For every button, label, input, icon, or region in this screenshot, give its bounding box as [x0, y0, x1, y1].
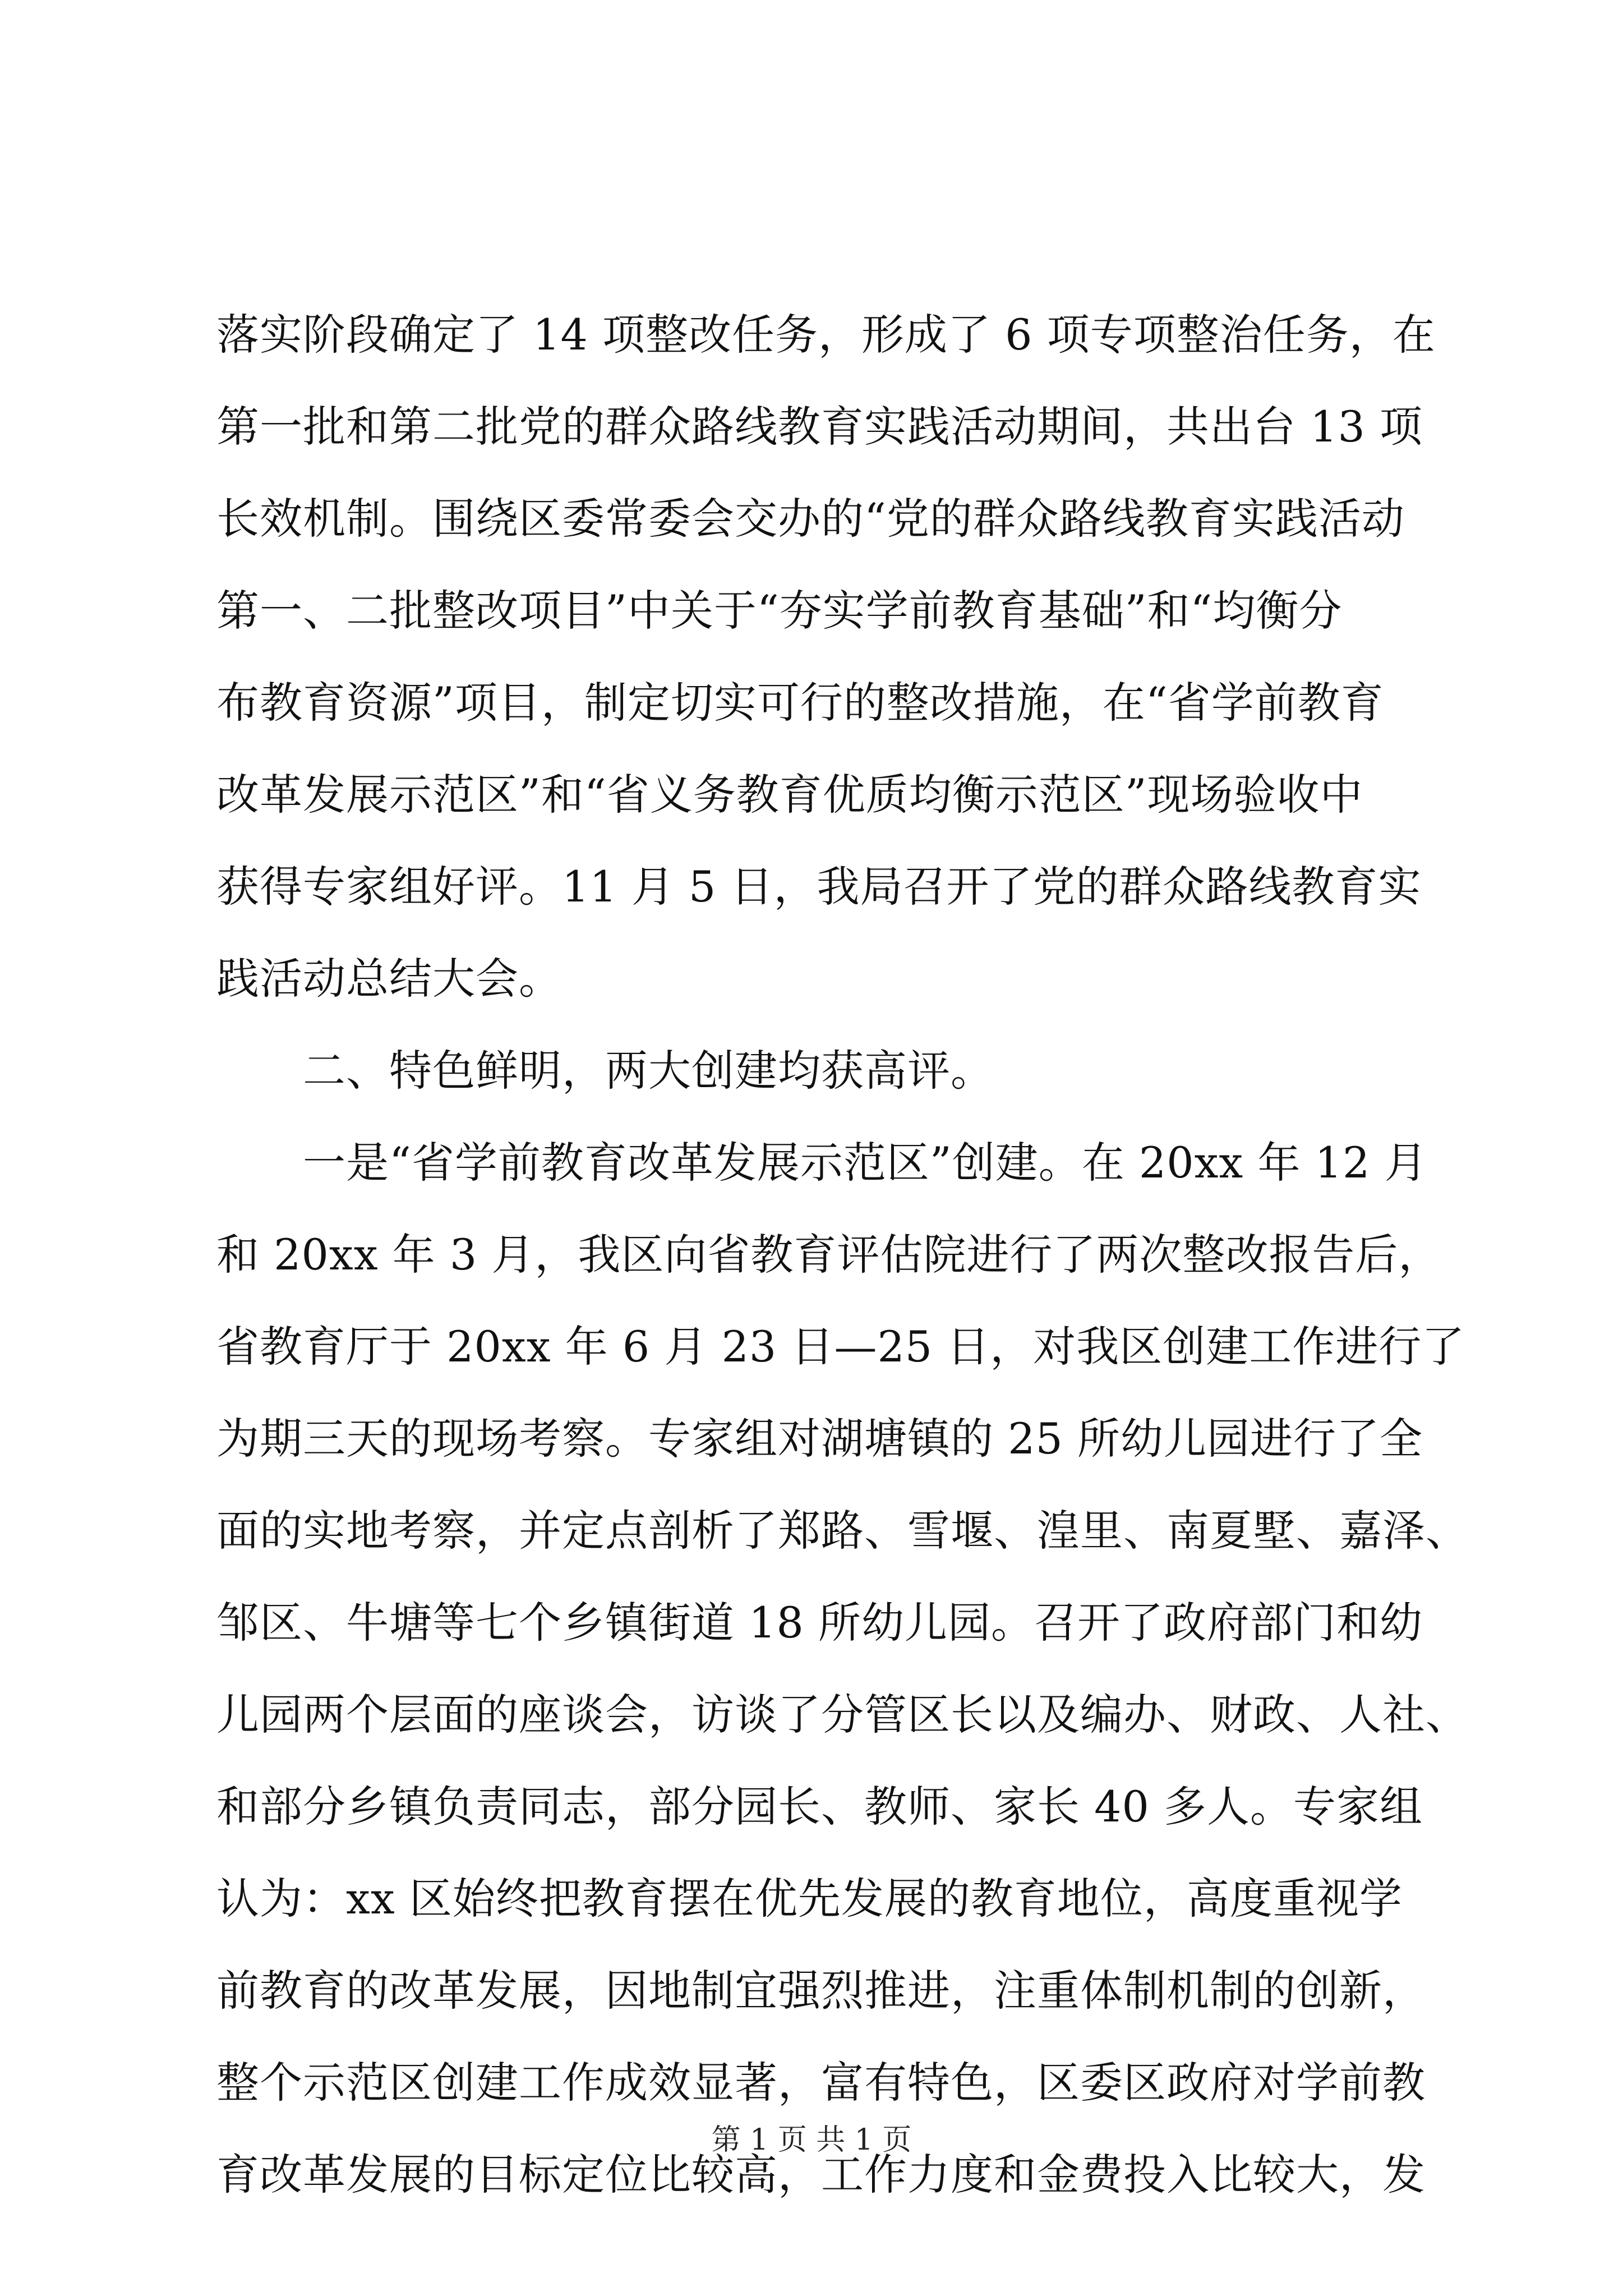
- text-line: 面的实地考察，并定点剖析了郑路、雪堰、湟里、南夏墅、嘉泽、: [216, 1506, 1469, 1556]
- text-line: 践活动总结大会。: [216, 954, 562, 1004]
- text-line: 获得专家组好评。11 月 5 日，我局召开了党的群众路线教育实: [216, 862, 1422, 912]
- text-line: 和 20xx 年 3 月，我区向省教育评估院进行了两次整改报告后，: [216, 1230, 1442, 1280]
- document-body: [216, 289, 1469, 2221]
- text-line: 改革发展示范区”和“省义务教育优质均衡示范区”现场验收中: [216, 770, 1363, 820]
- text-line: 育改革发展的目标定位比较高，工作力度和金费投入比较大，发: [216, 2150, 1426, 2200]
- text-line: 第一批和第二批党的群众路线教育实践活动期间，共出台 13 项: [216, 402, 1423, 452]
- text-line: 儿园两个层面的座谈会，访谈了分管区长以及编办、财政、人社、: [216, 1690, 1469, 1740]
- text-line: 整个示范区创建工作成效显著，富有特色，区委区政府对学前教: [216, 2058, 1426, 2108]
- text-line: 邹区、牛塘等七个乡镇街道 18 所幼儿园。召开了政府部门和幼: [216, 1598, 1423, 1648]
- text-line: 为期三天的现场考察。专家组对湖塘镇的 25 所幼儿园进行了全: [216, 1414, 1423, 1464]
- section-heading: 二、特色鲜明，两大创建均获高评。: [216, 1046, 994, 1096]
- text-line: 第一、二批整改项目”中关于“夯实学前教育基础”和“均衡分: [216, 586, 1343, 636]
- text-line: 落实阶段确定了 14 项整改任务，形成了 6 项专项整治任务，在: [216, 310, 1436, 360]
- text-line: 布教育资源”项目，制定切实可行的整改措施，在“省学前教育: [216, 678, 1384, 728]
- page-number: 第 1 页 共 1 页: [711, 2123, 912, 2157]
- text-line: 一是“省学前教育改革发展示范区”创建。在 20xx 年 12 月: [216, 1138, 1428, 1188]
- text-line: 和部分乡镇负责同志，部分园长、教师、家长 40 多人。专家组: [216, 1782, 1423, 1832]
- text-line: 前教育的改革发展，因地制宜强烈推进，注重体制机制的创新，: [216, 1966, 1426, 2016]
- text-line: 省教育厅于 20xx 年 6 月 23 日—25 日，对我区创建工作进行了: [216, 1322, 1465, 1372]
- text-line: 认为：xx 区始终把教育摆在优先发展的教育地位，高度重视学: [216, 1874, 1403, 1924]
- text-line: 长效机制。围绕区委常委会交办的“党的群众路线教育实践活动: [216, 494, 1405, 544]
